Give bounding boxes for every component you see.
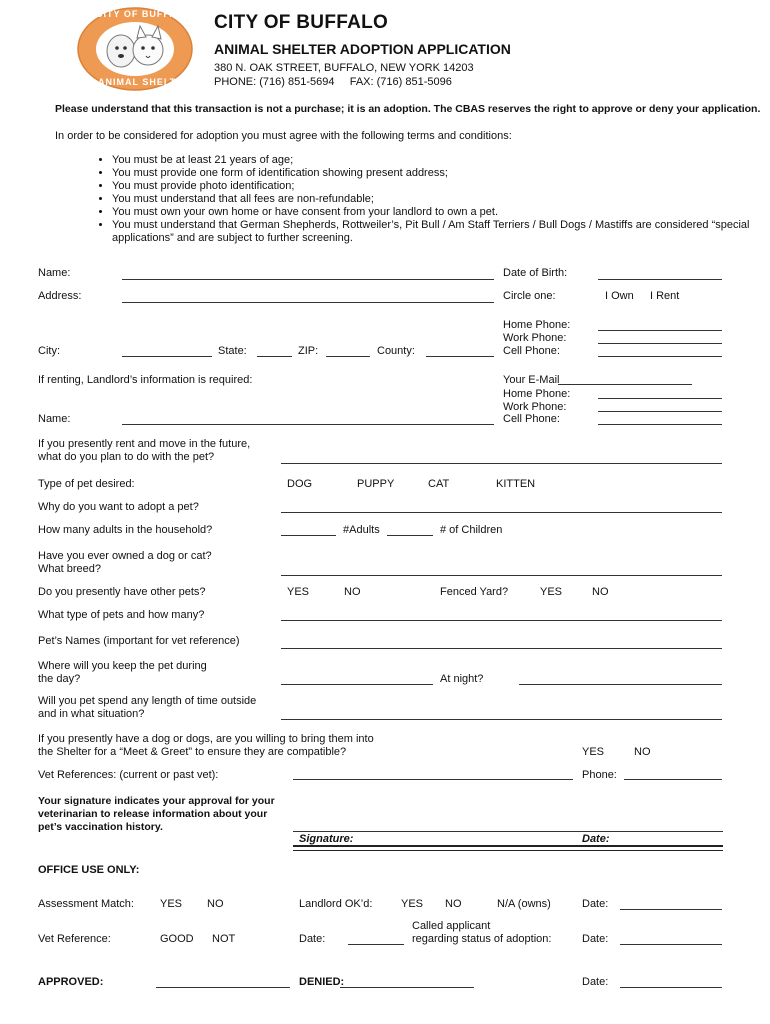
shelter-address: 380 N. OAK STREET, BUFFALO, NEW YORK 14203 (214, 62, 474, 74)
logo-bottom-text: ANIMAL SHELTER (98, 77, 191, 87)
move-question-1: If you presently rent and move in the future, (38, 438, 251, 450)
section-divider (293, 845, 723, 851)
denied-label: DENIED: (299, 976, 345, 988)
term-item: • You must be at least 21 years of age; (112, 154, 752, 167)
num-adults-label: #Adults (343, 524, 380, 536)
adults-field[interactable] (281, 535, 336, 536)
owned-question-1: Have you ever owned a dog or cat? (38, 550, 212, 562)
county-field[interactable] (426, 356, 494, 357)
page-subtitle: ANIMAL SHELTER ADOPTION APPLICATION (214, 41, 511, 57)
notice-text: Please understand that this transaction is not a purchase; it is an adoption. The CBAS reserves the right to approve or deny your application. (55, 103, 761, 115)
owned-question-2: What breed? (38, 563, 101, 575)
keep-day-question-2: the day? (38, 673, 81, 685)
term-item: • You must understand that all fees are non-refundable; (112, 193, 752, 206)
shelter-phone: PHONE: (716) 851-5694 FAX: (716) 851-5096 (214, 76, 452, 88)
pet-type-dog[interactable]: DOG (287, 478, 313, 490)
landlord-work-phone-field[interactable] (598, 411, 722, 412)
pet-names-field[interactable] (281, 648, 722, 649)
name-label: Name: (38, 267, 71, 279)
keep-day-field[interactable] (281, 684, 433, 685)
zip-field[interactable] (326, 356, 370, 357)
county-label: County: (377, 345, 415, 357)
landlord-date-label: Date: (582, 898, 609, 910)
landlord-intro: If renting, Landlord’s information is required: (38, 374, 253, 386)
vet-phone-label: Phone: (582, 769, 617, 781)
vet-phone-field[interactable] (624, 779, 722, 780)
signature-date-label: Date: (582, 833, 610, 845)
meet-greet-yes[interactable]: YES (582, 746, 605, 758)
email-label: Your E-Mail (503, 374, 560, 386)
landlord-cell-phone-field[interactable] (598, 424, 722, 425)
cell-phone-label: Cell Phone: (503, 345, 560, 357)
at-night-field[interactable] (519, 684, 722, 685)
move-answer-field[interactable] (281, 463, 722, 464)
address-field[interactable] (122, 302, 494, 303)
why-adopt-label: Why do you want to adopt a pet? (38, 501, 199, 513)
move-question-2: what do you plan to do with the pet? (38, 451, 215, 463)
circle-one-label: Circle one: (503, 290, 556, 302)
landlord-home-phone-label: Home Phone: (503, 388, 571, 400)
rent-option[interactable]: I Rent (650, 290, 680, 302)
terms-list (96, 154, 752, 245)
called-applicant-2: regarding status of adoption: (412, 933, 552, 945)
pet-type-kitten[interactable]: KITTEN (496, 478, 536, 490)
denied-field[interactable] (340, 987, 474, 988)
cell-phone-field[interactable] (598, 356, 722, 357)
home-phone-label: Home Phone: (503, 319, 571, 331)
approved-label: APPROVED: (38, 976, 104, 988)
zip-label: ZIP: (298, 345, 319, 357)
state-label: State: (218, 345, 247, 357)
pet-type-cat[interactable]: CAT (428, 478, 450, 490)
approved-field[interactable] (156, 987, 290, 988)
other-pets-question: Do you presently have other pets? (38, 586, 206, 598)
term-item: • You must understand that German Shepherds, Rottweiler’s, Pit Bull / Am Staff Terriers / Bull Dogs / Mastiffs are considered “special applications” and are subject to further screening. (112, 219, 752, 245)
landlord-ok-yes[interactable]: YES (401, 898, 424, 910)
intro-text: In order to be considered for adoption you must agree with the following terms and conditions: (55, 130, 512, 142)
called-applicant-1: Called applicant (412, 920, 491, 932)
vet-references-label: Vet References: (current or past vet): (38, 769, 219, 781)
landlord-ok-no[interactable]: NO (445, 898, 462, 910)
meet-greet-question-1: If you presently have a dog or dogs, are you willing to bring them into (38, 733, 374, 745)
landlord-name-label: Name: (38, 413, 71, 425)
page-title: CITY OF BUFFALO (214, 12, 389, 33)
dob-label: Date of Birth: (503, 267, 568, 279)
at-night-label: At night? (440, 673, 484, 685)
called-date-label: Date: (582, 933, 609, 945)
other-pets-yes[interactable]: YES (287, 586, 310, 598)
signature-statement: Your signature indicates your approval for your veterinarian to release information about your pet’s vaccination history. (38, 795, 275, 833)
logo-top-text: CITY OF BUFFALO (96, 9, 192, 19)
city-field[interactable] (122, 356, 212, 357)
address-label: Address: (38, 290, 82, 302)
vet-reference-label: Vet Reference: (38, 933, 111, 945)
outside-field[interactable] (281, 719, 722, 720)
landlord-date-field[interactable] (620, 909, 722, 910)
pet-names-label: Pet’s Names (important for vet reference) (38, 635, 240, 647)
term-item: • You must own your own home or have consent from your landlord to own a pet. (112, 206, 752, 219)
vet-references-field[interactable] (293, 779, 573, 780)
other-pets-no[interactable]: NO (344, 586, 361, 598)
pet-types-field[interactable] (281, 620, 722, 621)
own-option[interactable]: I Own (605, 290, 634, 302)
landlord-name-field[interactable] (122, 424, 494, 425)
meet-greet-question-2: the Shelter for a “Meet & Greet” to ensure they are compatible? (38, 746, 347, 758)
assessment-label: Assessment Match: (38, 898, 134, 910)
pet-types-question: What type of pets and how many? (38, 609, 205, 621)
final-date-field[interactable] (620, 987, 722, 988)
term-item: • You must provide photo identification; (112, 180, 752, 193)
children-field[interactable] (387, 535, 433, 536)
work-phone-label: Work Phone: (503, 332, 567, 344)
city-label: City: (38, 345, 60, 357)
signature-label: Signature: (299, 833, 354, 845)
vet-reference-not[interactable]: NOT (212, 933, 236, 945)
pet-type-label: Type of pet desired: (38, 478, 135, 490)
keep-day-question-1: Where will you keep the pet during (38, 660, 207, 672)
adults-question: How many adults in the household? (38, 524, 213, 536)
outside-question-1: Will you pet spend any length of time outside (38, 695, 257, 707)
landlord-work-phone-label: Work Phone: (503, 401, 567, 413)
term-item: • You must provide one form of identification showing present address; (112, 167, 752, 180)
meet-greet-no[interactable]: NO (634, 746, 651, 758)
final-date-label: Date: (582, 976, 609, 988)
vet-date-label: Date: (299, 933, 326, 945)
dob-field[interactable] (598, 279, 722, 280)
work-phone-field[interactable] (598, 343, 722, 344)
landlord-home-phone-field[interactable] (598, 398, 722, 399)
office-use-heading: OFFICE USE ONLY: (38, 864, 140, 876)
outside-question-2: and in what situation? (38, 708, 145, 720)
signature-field[interactable] (293, 831, 723, 832)
landlord-cell-phone-label: Cell Phone: (503, 413, 560, 425)
landlord-ok-na[interactable]: N/A (owns) (497, 898, 551, 910)
called-date-field[interactable] (620, 944, 722, 945)
state-field[interactable] (257, 356, 292, 357)
fenced-yard-label: Fenced Yard? (440, 586, 509, 598)
shelter-logo (76, 6, 194, 92)
why-adopt-field[interactable] (281, 512, 722, 513)
fenced-yes[interactable]: YES (540, 586, 563, 598)
email-field[interactable] (558, 384, 692, 385)
breed-field[interactable] (281, 575, 722, 576)
vet-reference-good[interactable]: GOOD (160, 933, 194, 945)
landlord-ok-label: Landlord OK’d: (299, 898, 373, 910)
fenced-no[interactable]: NO (592, 586, 609, 598)
home-phone-field[interactable] (598, 330, 722, 331)
assessment-no[interactable]: NO (207, 898, 224, 910)
name-field[interactable] (122, 279, 494, 280)
vet-date-field[interactable] (348, 944, 404, 945)
pet-type-puppy[interactable]: PUPPY (357, 478, 395, 490)
assessment-yes[interactable]: YES (160, 898, 183, 910)
num-children-label: # of Children (440, 524, 503, 536)
